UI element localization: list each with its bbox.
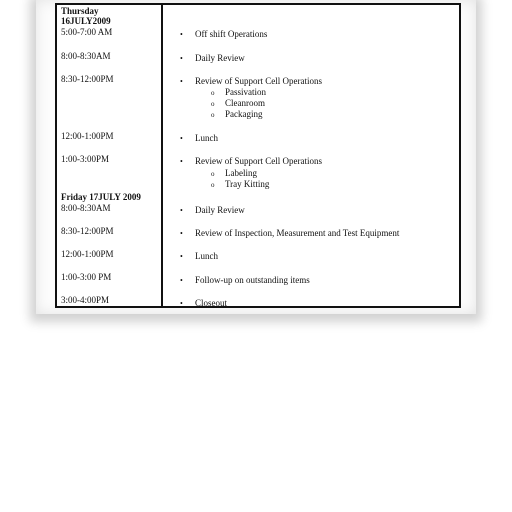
time-slot: 12:00-1:00PM (61, 131, 114, 141)
activity-item: Lunch (195, 251, 218, 261)
bullet-icon: • (180, 206, 183, 215)
activity-item: Daily Review (195, 205, 245, 215)
time-slot: 12:00-1:00PM (61, 249, 114, 259)
time-slot: 3:00-4:00PM (61, 295, 110, 305)
activity-subitem: Tray Kitting (225, 179, 270, 189)
bullet-icon: • (180, 77, 183, 86)
time-slot: 5:00-7:00 AM (61, 27, 113, 37)
activity-item: Lunch (195, 133, 218, 143)
activity-item: Review of Support Cell Operations (195, 156, 322, 166)
bullet-icon: • (180, 276, 183, 285)
bullet-icon: • (180, 252, 183, 261)
activity-subitem: Passivation (225, 87, 267, 97)
bullet-icon: • (180, 54, 183, 63)
time-slot: 8:30-12:00PM (61, 74, 114, 84)
activity-item: Daily Review (195, 53, 245, 63)
day-heading-date: 16JULY2009 (61, 16, 111, 26)
time-slot: 8:00-8:30AM (61, 203, 111, 213)
subbullet-icon: o (211, 89, 215, 97)
time-slot: 8:00-8:30AM (61, 51, 111, 61)
bullet-icon: • (180, 134, 183, 143)
subbullet-icon: o (211, 170, 215, 178)
activity-subitem: Packaging (225, 109, 263, 119)
bullet-icon: • (180, 229, 183, 238)
activity-item: Review of Support Cell Operations (195, 76, 322, 86)
bullet-icon: • (180, 30, 183, 39)
activity-subitem: Cleanroom (225, 98, 265, 108)
activity-subitem: Labeling (225, 168, 257, 178)
subbullet-icon: o (211, 181, 215, 189)
activity-item: Review of Inspection, Measurement and Test Equipment (195, 228, 400, 238)
subbullet-icon: o (211, 100, 215, 108)
activity-item: Closeout (195, 298, 228, 308)
day-heading-friday: Friday 17JULY 2009 (61, 192, 141, 202)
time-slot: 8:30-12:00PM (61, 226, 114, 236)
activity-item: Follow-up on outstanding items (195, 275, 310, 285)
bullet-icon: • (180, 157, 183, 166)
column-divider (161, 5, 163, 306)
bullet-icon: • (180, 299, 183, 308)
day-heading-thursday: Thursday (61, 6, 99, 16)
time-slot: 1:00-3:00PM (61, 154, 110, 164)
schedule-table (55, 3, 461, 308)
subbullet-icon: o (211, 111, 215, 119)
activity-item: Off shift Operations (195, 29, 268, 39)
time-slot: 1:00-3:00 PM (61, 272, 112, 282)
